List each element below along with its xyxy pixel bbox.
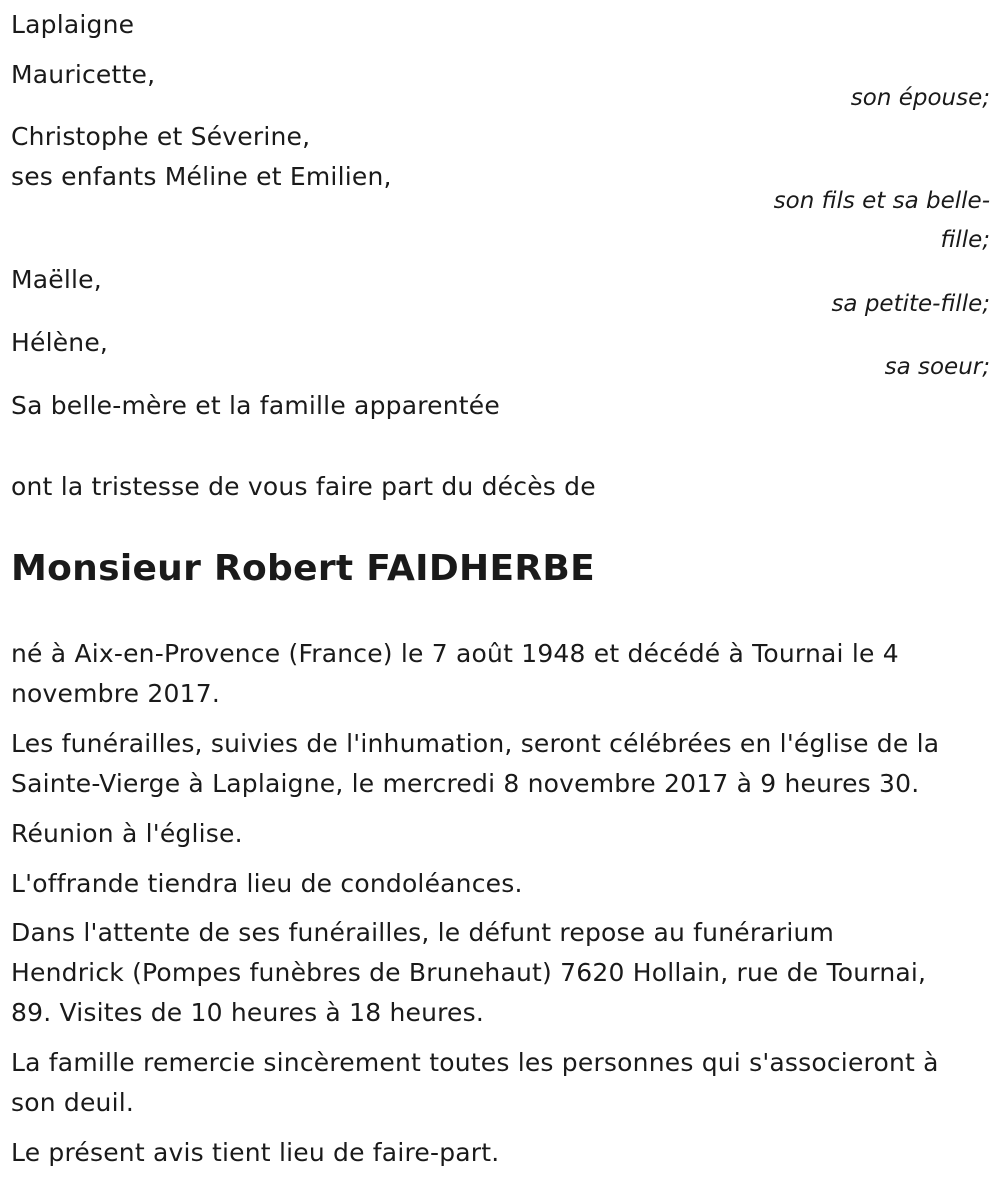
sister-role: sa soeur;: [884, 354, 990, 380]
funeral-line2: Sainte-Vierge à Laplaigne, le mercredi 8 novembre 2017 à 9 heures 30.: [11, 769, 920, 798]
town-name: Laplaigne: [11, 10, 135, 39]
repose-line1: Dans l'attente de ses funérailles, le défunt repose au funérarium: [11, 918, 835, 947]
meeting-text: Réunion à l'église.: [11, 819, 243, 848]
birth-death-line1: né à Aix-en-Provence (France) le 7 août 1948 et décédé à Tournai le 4: [11, 639, 899, 668]
granddaughter-role: sa petite-fille;: [831, 291, 990, 317]
offering-text: L'offrande tiendra lieu de condoléances.: [11, 869, 523, 898]
grandchildren-names: ses enfants Méline et Emilien,: [11, 162, 392, 191]
deceased-name: Monsieur Robert FAIDHERBE: [11, 548, 595, 589]
birth-death-line2: novembre 2017.: [11, 679, 220, 708]
sister-name: Hélène,: [11, 328, 109, 357]
granddaughter-name: Maëlle,: [11, 265, 102, 294]
repose-line2: Hendrick (Pompes funèbres de Brunehaut) 7620 Hollain, rue de Tournai,: [11, 958, 927, 987]
thanks-line1: La famille remercie sincèrement toutes les personnes qui s'associeront à: [11, 1048, 939, 1077]
announcement-text: ont la tristesse de vous faire part du décès de: [11, 472, 596, 501]
other-relatives: Sa belle-mère et la famille apparentée: [11, 391, 500, 420]
repose-line3: 89. Visites de 10 heures à 18 heures.: [11, 998, 485, 1027]
notice-text: Le présent avis tient lieu de faire-part.: [11, 1138, 500, 1167]
son-role-line1: son fils et sa belle-: [773, 188, 990, 214]
spouse-role: son épouse;: [850, 85, 990, 111]
son-name: Christophe et Séverine,: [11, 122, 311, 151]
funeral-line1: Les funérailles, suivies de l'inhumation, seront célébrées en l'église de la: [11, 729, 940, 758]
thanks-line2: son deuil.: [11, 1088, 135, 1117]
spouse-name: Mauricette,: [11, 60, 156, 89]
son-role-line2: fille;: [940, 227, 990, 253]
